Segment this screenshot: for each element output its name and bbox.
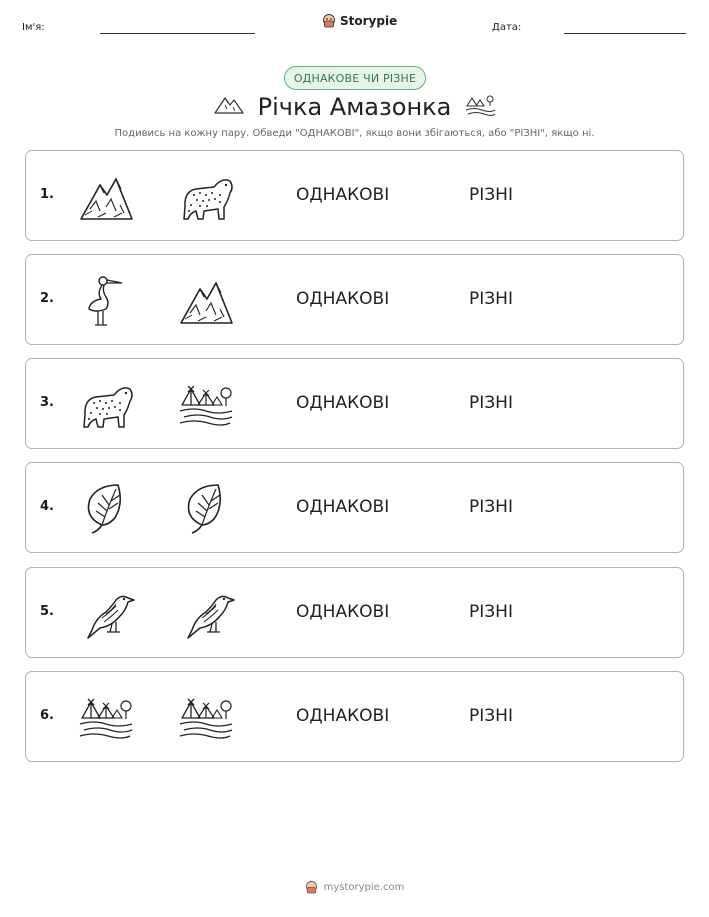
village-river-icon bbox=[76, 688, 136, 746]
same-option[interactable]: ОДНАКОВІ bbox=[296, 393, 390, 413]
row-number: 6. bbox=[40, 708, 54, 723]
same-option[interactable]: ОДНАКОВІ bbox=[296, 289, 390, 309]
row-number: 1. bbox=[40, 187, 54, 202]
bird-icon bbox=[176, 584, 236, 642]
storypie-mascot-icon bbox=[305, 880, 318, 894]
footer bbox=[0, 880, 709, 894]
leaf-icon bbox=[76, 479, 136, 537]
heron-icon bbox=[76, 271, 136, 329]
bird-icon bbox=[76, 584, 136, 642]
row-number: 2. bbox=[40, 291, 54, 306]
date-label: Дата: bbox=[492, 22, 522, 33]
same-option[interactable]: ОДНАКОВІ bbox=[296, 706, 390, 726]
name-line[interactable] bbox=[100, 33, 255, 34]
name-label: Ім'я: bbox=[22, 22, 45, 33]
pair-row bbox=[25, 671, 684, 762]
same-option[interactable]: ОДНАКОВІ bbox=[296, 602, 390, 622]
mountains-icon bbox=[176, 271, 236, 329]
village-river-icon bbox=[176, 688, 236, 746]
different-option[interactable]: РІЗНІ bbox=[469, 289, 513, 309]
leaf-icon bbox=[176, 479, 236, 537]
pair-row bbox=[25, 358, 684, 449]
row-number: 5. bbox=[40, 604, 54, 619]
village-river-icon bbox=[464, 93, 496, 117]
pair-row bbox=[25, 567, 684, 658]
jaguar-icon bbox=[76, 375, 136, 433]
footer-url: mystorypie.com bbox=[323, 881, 405, 893]
pair-row bbox=[25, 462, 684, 553]
different-option[interactable]: РІЗНІ bbox=[469, 706, 513, 726]
page-title: Річка Амазонка bbox=[257, 93, 452, 121]
same-option[interactable]: ОДНАКОВІ bbox=[296, 185, 390, 205]
mountains-icon bbox=[76, 167, 136, 225]
same-option[interactable]: ОДНАКОВІ bbox=[296, 497, 390, 517]
different-option[interactable]: РІЗНІ bbox=[469, 393, 513, 413]
storypie-mascot-icon bbox=[322, 13, 336, 28]
worksheet-type-badge: ОДНАКОВЕ ЧИ РІЗНЕ bbox=[284, 66, 426, 90]
pair-row bbox=[25, 254, 684, 345]
instructions: Подивись на кожну пару. Обведи "ОДНАКОВІ", якщо вони збігаються, або "РІЗНІ", якщо ні. bbox=[114, 128, 595, 139]
different-option[interactable]: РІЗНІ bbox=[469, 497, 513, 517]
jaguar-icon bbox=[176, 167, 236, 225]
brand-logo bbox=[322, 13, 397, 28]
different-option[interactable]: РІЗНІ bbox=[469, 185, 513, 205]
different-option[interactable]: РІЗНІ bbox=[469, 602, 513, 622]
pair-row bbox=[25, 150, 684, 241]
date-line[interactable] bbox=[564, 33, 686, 34]
row-number: 3. bbox=[40, 395, 54, 410]
brand-name: Storypie bbox=[340, 13, 398, 28]
village-river-icon bbox=[176, 375, 236, 433]
row-number: 4. bbox=[40, 499, 54, 514]
